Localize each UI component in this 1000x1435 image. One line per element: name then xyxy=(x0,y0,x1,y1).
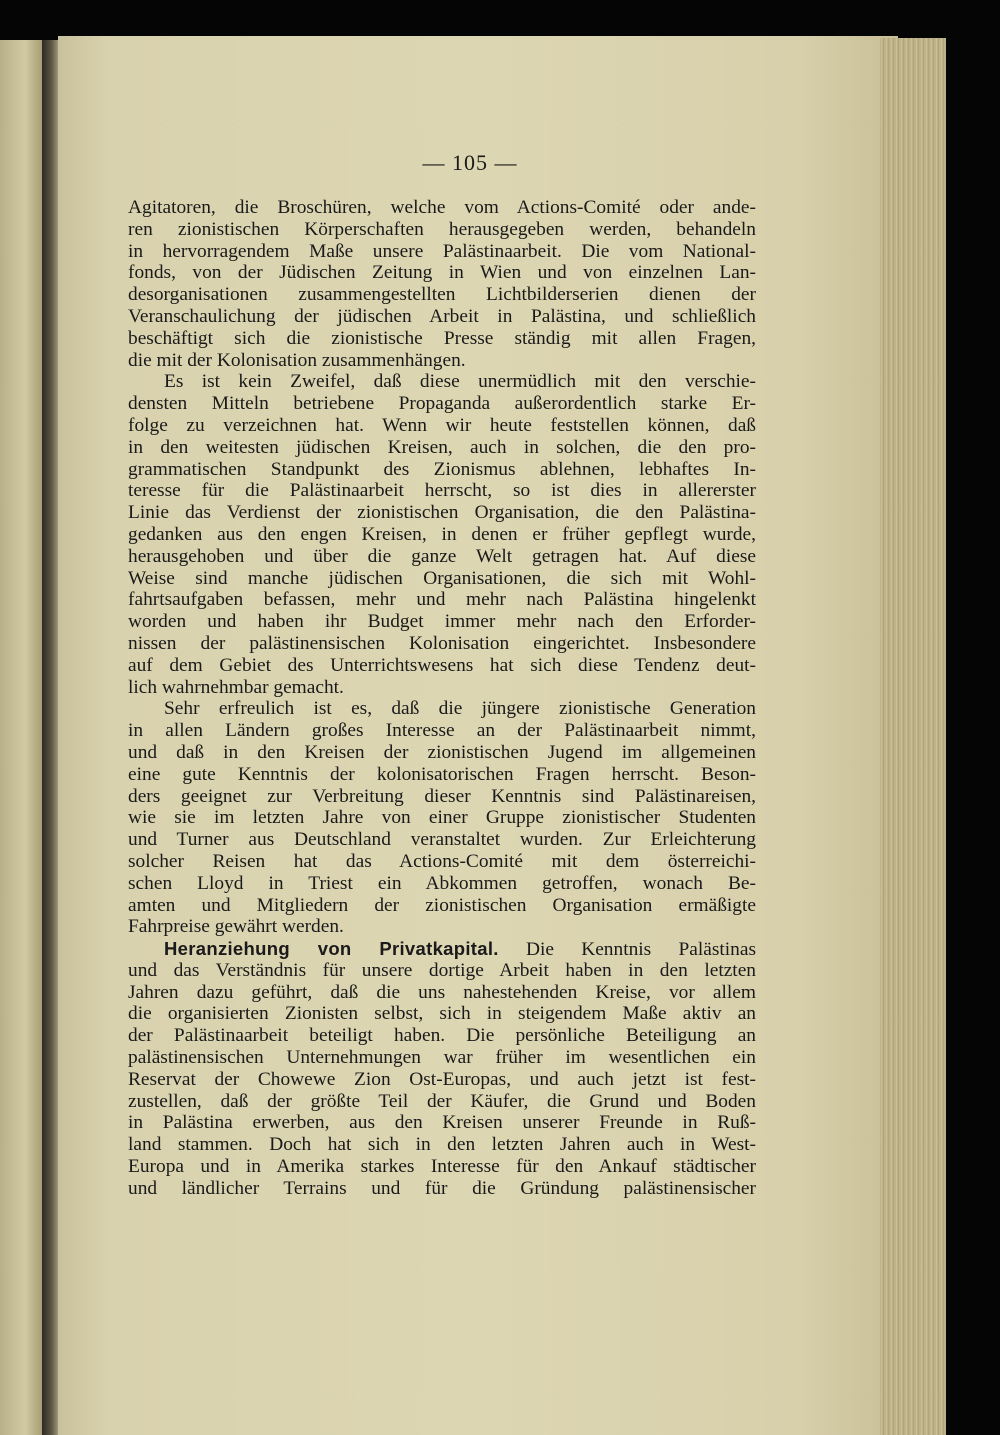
text-line: eine gute Kenntnis der kolonisatorischen Fragen herrscht. Beson- xyxy=(128,763,756,785)
text-line: Sehr erfreulich ist es, daß die jüngere zionistische Generation xyxy=(164,698,756,720)
text-line: auf dem Gebiet des Unterrichtswesens hat sich diese Tendenz deut- xyxy=(128,654,756,676)
text-line: in den weitesten jüdischen Kreisen, auch in solchen, die den pro- xyxy=(128,436,756,458)
text-line: lich wahrnehmbar gemacht. xyxy=(128,676,344,698)
text-line: schen Lloyd in Triest ein Abkommen getroffen, wonach Be- xyxy=(128,872,756,894)
page-stack-edges xyxy=(880,38,946,1435)
page-number: — 105 — xyxy=(422,150,518,175)
text-line: Linie das Verdienst der zionistischen Organisation, die den Palästina- xyxy=(128,502,756,524)
text-line: densten Mitteln betriebene Propaganda außerordentlich starke Er- xyxy=(128,393,756,415)
text-line: amten und Mitgliedern der zionistischen Organisation ermäßigte xyxy=(128,894,756,916)
text-line: fahrtsaufgaben befassen, mehr und mehr nach Palästina hingelenkt xyxy=(128,589,756,611)
text-line: ders geeignet zur Verbreitung dieser Kenntnis sind Palästinareisen, xyxy=(128,785,756,807)
text-line: grammatischen Standpunkt des Zionismus ablehnen, lebhaftes In- xyxy=(128,458,756,480)
page-text xyxy=(128,197,756,1200)
text-line: Veranschaulichung der jüdischen Arbeit in Palästina, und schließlich xyxy=(128,305,756,327)
text-line: beschäftigt sich die zionistische Presse ständig mit allen Fragen, xyxy=(128,327,756,349)
text-line: in allen Ländern großes Interesse an der Palästinaarbeit nimmt, xyxy=(128,720,756,742)
text-line: land stammen. Doch hat sich in den letzten Jahren auch in West- xyxy=(128,1134,756,1156)
text-line: und ländlicher Terrains und für die Gründung palästinensischer xyxy=(128,1177,756,1199)
text-line xyxy=(128,938,756,960)
text-line: nissen der palästinensischen Kolonisation eingerichtet. Insbesondere xyxy=(128,632,756,654)
text-line: Agitatoren, die Broschüren, welche vom Actions-Comité oder ande- xyxy=(128,197,756,218)
text-line: palästinensischen Unternehmungen war früher im wesentlichen ein xyxy=(128,1047,756,1069)
text-line: solcher Reisen hat das Actions-Comité mit dem österreichi- xyxy=(128,850,756,872)
text-line: die organisierten Zionisten selbst, sich in steigendem Maße aktiv an xyxy=(128,1003,756,1025)
text-line: Weise sind manche jüdischen Organisationen, die sich mit Wohl- xyxy=(128,567,756,589)
text-line: Es ist kein Zweifel, daß diese unermüdlich mit den verschie- xyxy=(164,371,756,393)
text-line: worden und haben ihr Budget immer mehr nach den Erforder- xyxy=(128,611,756,633)
text-line: Jahren dazu geführt, daß die uns nahestehenden Kreise, vor allem xyxy=(128,981,756,1003)
text-line: und das Verständnis für unsere dortige Arbeit haben in den letzten xyxy=(128,959,756,981)
left-page-edge xyxy=(0,40,42,1435)
section-heading: Heranziehung von Privatkapital. xyxy=(164,938,499,960)
text-line: und daß in den Kreisen der zionistischen Jugend im allgemeinen xyxy=(128,741,756,763)
book-gutter xyxy=(42,40,58,1435)
text-line: und Turner aus Deutschland veranstaltet wurden. Zur Erleichterung xyxy=(128,829,756,851)
text-line: folge zu verzeichnen hat. Wenn wir heute feststellen können, daß xyxy=(128,414,756,436)
text-line: fonds, von der Jüdischen Zeitung in Wien und von einzelnen Lan- xyxy=(128,262,756,284)
text-line: Reservat der Chowewe Zion Ost-Europas, und auch jetzt ist fest- xyxy=(128,1068,756,1090)
text-line: desorganisationen zusammengestellten Lichtbilderserien dienen der xyxy=(128,284,756,306)
text-line: in hervorragendem Maße unsere Palästinaarbeit. Die vom National- xyxy=(128,240,756,262)
text-line: gedanken aus den engen Kreisen, in denen er früher gepflegt wurde, xyxy=(128,523,756,545)
text-line: Fahrpreise gewährt werden. xyxy=(128,916,344,938)
text-line: zustellen, daß der größte Teil der Käufer, die Grund und Boden xyxy=(128,1090,756,1112)
text-line: ren zionistischen Körperschaften herausgegeben werden, behandeln xyxy=(128,218,756,240)
text-line: wie sie im letzten Jahre von einer Gruppe zionistischer Studenten xyxy=(128,807,756,829)
text-line: der Palästinaarbeit beteiligt haben. Die persönliche Beteiligung an xyxy=(128,1025,756,1047)
text-line: herausgehoben und über die ganze Welt getragen hat. Auf diese xyxy=(128,545,756,567)
text-line: teresse für die Palästinaarbeit herrscht, so ist dies in allererster xyxy=(128,480,756,502)
text-line: Europa und in Amerika starkes Interesse für den Ankauf städtischer xyxy=(128,1156,756,1178)
text-line: in Palästina erwerben, aus den Kreisen unserer Freunde in Ruß- xyxy=(128,1112,756,1134)
text-line: die mit der Kolonisation zusammenhängen. xyxy=(128,349,466,371)
heading-continuation: Die Kenntnis Palästinas xyxy=(498,939,756,961)
